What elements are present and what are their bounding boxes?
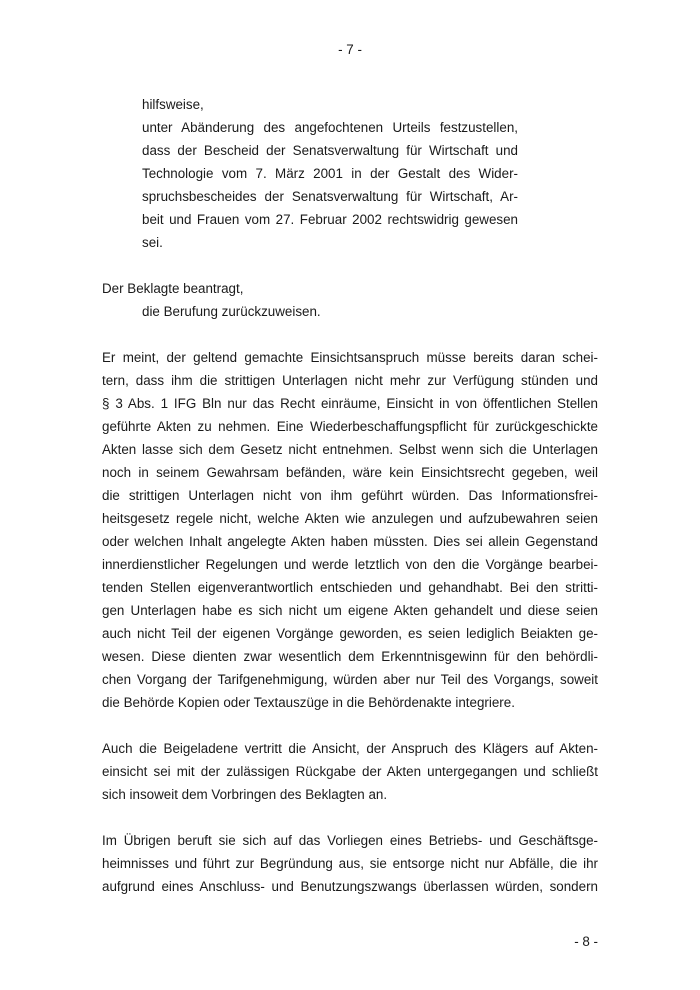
text-line: Akten lasse sich dem Gesetz nicht entnehmen. Selbst wenn sich die Unterlagen (102, 442, 598, 457)
text-line: Technologie vom 7. März 2001 in der Gestalt des Wider- (142, 166, 518, 181)
text-line: auch nicht Teil der eigenen Vorgänge geworden, es seien lediglich Beiakten ge- (102, 626, 598, 641)
text-line: hilfsweise, (142, 97, 204, 112)
text-line: aufgrund eines Anschluss- und Benutzungszwangs überlassen würden, sondern (102, 879, 598, 894)
text-line: beit und Frauen vom 27. Februar 2002 rechtswidrig gewesen (142, 212, 518, 227)
text-line: sich insoweit dem Vorbringen des Beklagten an. (102, 787, 388, 802)
text-line: innerdienstlicher Regelungen und werde letztlich von den die Vorgänge bearbei- (102, 557, 598, 572)
page-number-bottom: - 8 - (574, 934, 598, 949)
text-line: die strittigen Unterlagen nicht von ihm geführt würden. Das Informationsfrei- (102, 488, 598, 503)
text-line: dass der Bescheid der Senatsverwaltung für Wirtschaft und (142, 143, 518, 158)
text-line: die Behörde Kopien oder Textauszüge in die Behördenakte integriere. (102, 695, 515, 710)
text-line: oder welchen Inhalt angelegte Akten haben müssten. Dies sei allein Gegenstand (102, 534, 598, 549)
text-line: Er meint, der geltend gemachte Einsichtsanspruch müsse bereits daran schei- (102, 350, 598, 365)
text-line: geführte Akten zu nehmen. Eine Wiederbeschaffungspflicht für zurückgeschickte (102, 419, 598, 434)
text-line: chen Vorgang der Tarifgenehmigung, würden aber nur Teil des Vorgangs, soweit (102, 672, 598, 687)
text-line: unter Abänderung des angefochtenen Urteils festzustellen, (142, 120, 518, 135)
text-line: tern, dass ihm die strittigen Unterlagen nicht mehr zur Verfügung stünden und (102, 373, 598, 388)
text-line: tenden Stellen eigenverantwortlich entschieden und gehandhabt. Bei den stritti- (102, 580, 598, 595)
page-number-top: - 7 - (338, 42, 362, 57)
text-line: sei. (142, 235, 163, 250)
text-line: die Berufung zurückzuweisen. (142, 304, 321, 319)
text-line: Der Beklagte beantragt, (102, 281, 244, 296)
text-line: gen Unterlagen habe es sich nicht um eigene Akten gehandelt und diese seien (102, 603, 598, 618)
text-line: heimnisses und führt zur Begründung aus, sie entsorge nicht nur Abfälle, die ihr (102, 856, 598, 871)
text-line: spruchsbescheides der Senatsverwaltung für Wirtschaft, Ar- (142, 189, 518, 204)
text-line: Auch die Beigeladene vertritt die Ansicht, der Anspruch des Klägers auf Akten- (102, 741, 598, 756)
text-line: einsicht sei mit der zulässigen Rückgabe der Akten untergegangen und schließt (102, 764, 598, 779)
text-line: heitsgesetz regele nicht, welche Akten wie anzulegen und aufzubewahren seien (102, 511, 598, 526)
text-line: wesen. Diese dienten zwar wesentlich dem Erkenntnisgewinn für den behördli- (102, 649, 598, 664)
text-line: Im Übrigen beruft sie sich auf das Vorliegen eines Betriebs- und Geschäftsge- (102, 833, 598, 848)
text-line: § 3 Abs. 1 IFG Bln nur das Recht einräume, Einsicht in von öffentlichen Stellen (102, 396, 598, 411)
text-line: noch in seinem Gewahrsam befänden, wäre kein Einsichtsrecht gegeben, weil (102, 465, 598, 480)
